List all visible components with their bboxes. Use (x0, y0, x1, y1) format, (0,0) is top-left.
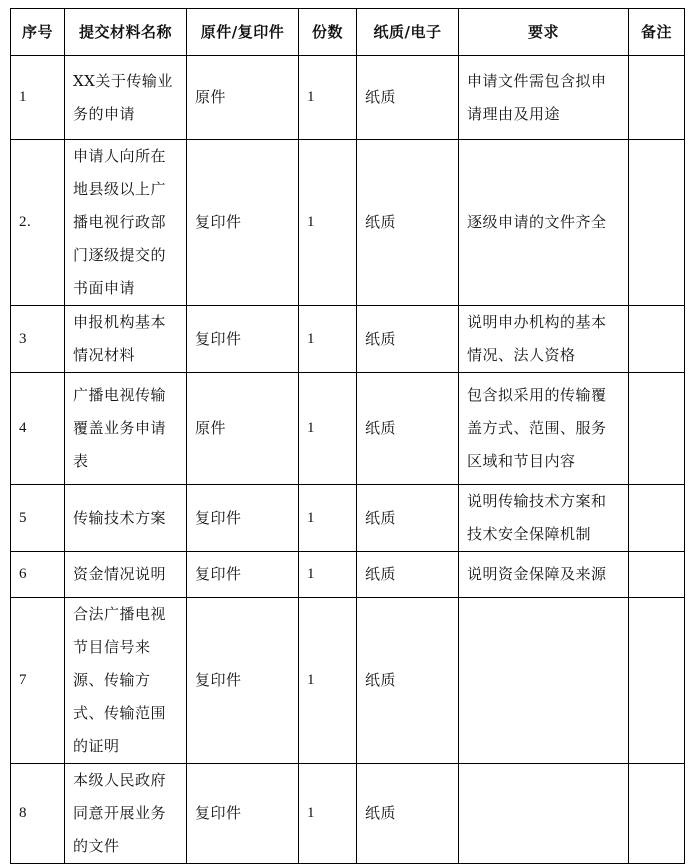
cell-copies: 1 (299, 140, 357, 306)
header-seq: 序号 (11, 9, 65, 56)
cell-copies: 1 (299, 485, 357, 552)
cell-requirements (459, 764, 629, 864)
cell-medium: 纸质 (357, 373, 459, 485)
table-row (11, 306, 685, 373)
cell-copies: 1 (299, 373, 357, 485)
cell-requirements: 包含拟采用的传输覆盖方式、范围、服务区域和节目内容 (459, 373, 629, 485)
cell-requirements: 申请文件需包含拟申请理由及用途 (459, 56, 629, 140)
cell-notes (629, 306, 685, 373)
cell-seq: 5 (11, 485, 65, 552)
cell-medium: 纸质 (357, 306, 459, 373)
cell-requirements: 说明传输技术方案和技术安全保障机制 (459, 485, 629, 552)
cell-seq: 8 (11, 764, 65, 864)
cell-copies: 1 (299, 764, 357, 864)
cell-material-name: XX关于传输业务的申请 (65, 56, 187, 140)
cell-seq: 2. (11, 140, 65, 306)
cell-material-name: 本级人民政府同意开展业务的文件 (65, 764, 187, 864)
cell-material-name: 资金情况说明 (65, 552, 187, 598)
cell-medium: 纸质 (357, 764, 459, 864)
cell-seq: 3 (11, 306, 65, 373)
cell-original-copy: 复印件 (187, 598, 299, 764)
table-row (11, 485, 685, 552)
materials-table (10, 8, 685, 864)
table-header-row (11, 9, 685, 56)
cell-copies: 1 (299, 552, 357, 598)
header-notes: 备注 (629, 9, 685, 56)
cell-original-copy: 原件 (187, 56, 299, 140)
header-material-name: 提交材料名称 (65, 9, 187, 56)
cell-copies: 1 (299, 306, 357, 373)
header-requirements: 要求 (459, 9, 629, 56)
cell-original-copy: 复印件 (187, 485, 299, 552)
cell-requirements: 说明申办机构的基本情况、法人资格 (459, 306, 629, 373)
cell-notes (629, 56, 685, 140)
cell-medium: 纸质 (357, 140, 459, 306)
cell-copies: 1 (299, 598, 357, 764)
cell-original-copy: 复印件 (187, 140, 299, 306)
cell-notes (629, 140, 685, 306)
cell-seq: 1 (11, 56, 65, 140)
cell-medium: 纸质 (357, 552, 459, 598)
cell-material-name: 申请人向所在地县级以上广播电视行政部门逐级提交的书面申请 (65, 140, 187, 306)
cell-original-copy: 复印件 (187, 764, 299, 864)
cell-notes (629, 552, 685, 598)
table-row (11, 56, 685, 140)
table-row (11, 373, 685, 485)
cell-seq: 6 (11, 552, 65, 598)
cell-notes (629, 764, 685, 864)
table-row (11, 140, 685, 306)
cell-seq: 7 (11, 598, 65, 764)
cell-requirements: 逐级申请的文件齐全 (459, 140, 629, 306)
cell-material-name: 传输技术方案 (65, 485, 187, 552)
table-row (11, 764, 685, 864)
cell-notes (629, 485, 685, 552)
table-row (11, 598, 685, 764)
header-medium: 纸质/电子 (357, 9, 459, 56)
cell-notes (629, 373, 685, 485)
header-copies: 份数 (299, 9, 357, 56)
cell-material-name: 广播电视传输覆盖业务申请表 (65, 373, 187, 485)
cell-medium: 纸质 (357, 598, 459, 764)
cell-medium: 纸质 (357, 485, 459, 552)
header-original-copy: 原件/复印件 (187, 9, 299, 56)
cell-seq: 4 (11, 373, 65, 485)
table-row (11, 552, 685, 598)
cell-requirements (459, 598, 629, 764)
cell-copies: 1 (299, 56, 357, 140)
cell-original-copy: 复印件 (187, 306, 299, 373)
cell-original-copy: 原件 (187, 373, 299, 485)
cell-material-name: 申报机构基本情况材料 (65, 306, 187, 373)
cell-notes (629, 598, 685, 764)
cell-requirements: 说明资金保障及来源 (459, 552, 629, 598)
cell-original-copy: 复印件 (187, 552, 299, 598)
cell-medium: 纸质 (357, 56, 459, 140)
cell-material-name: 合法广播电视节目信号来源、传输方式、传输范围的证明 (65, 598, 187, 764)
